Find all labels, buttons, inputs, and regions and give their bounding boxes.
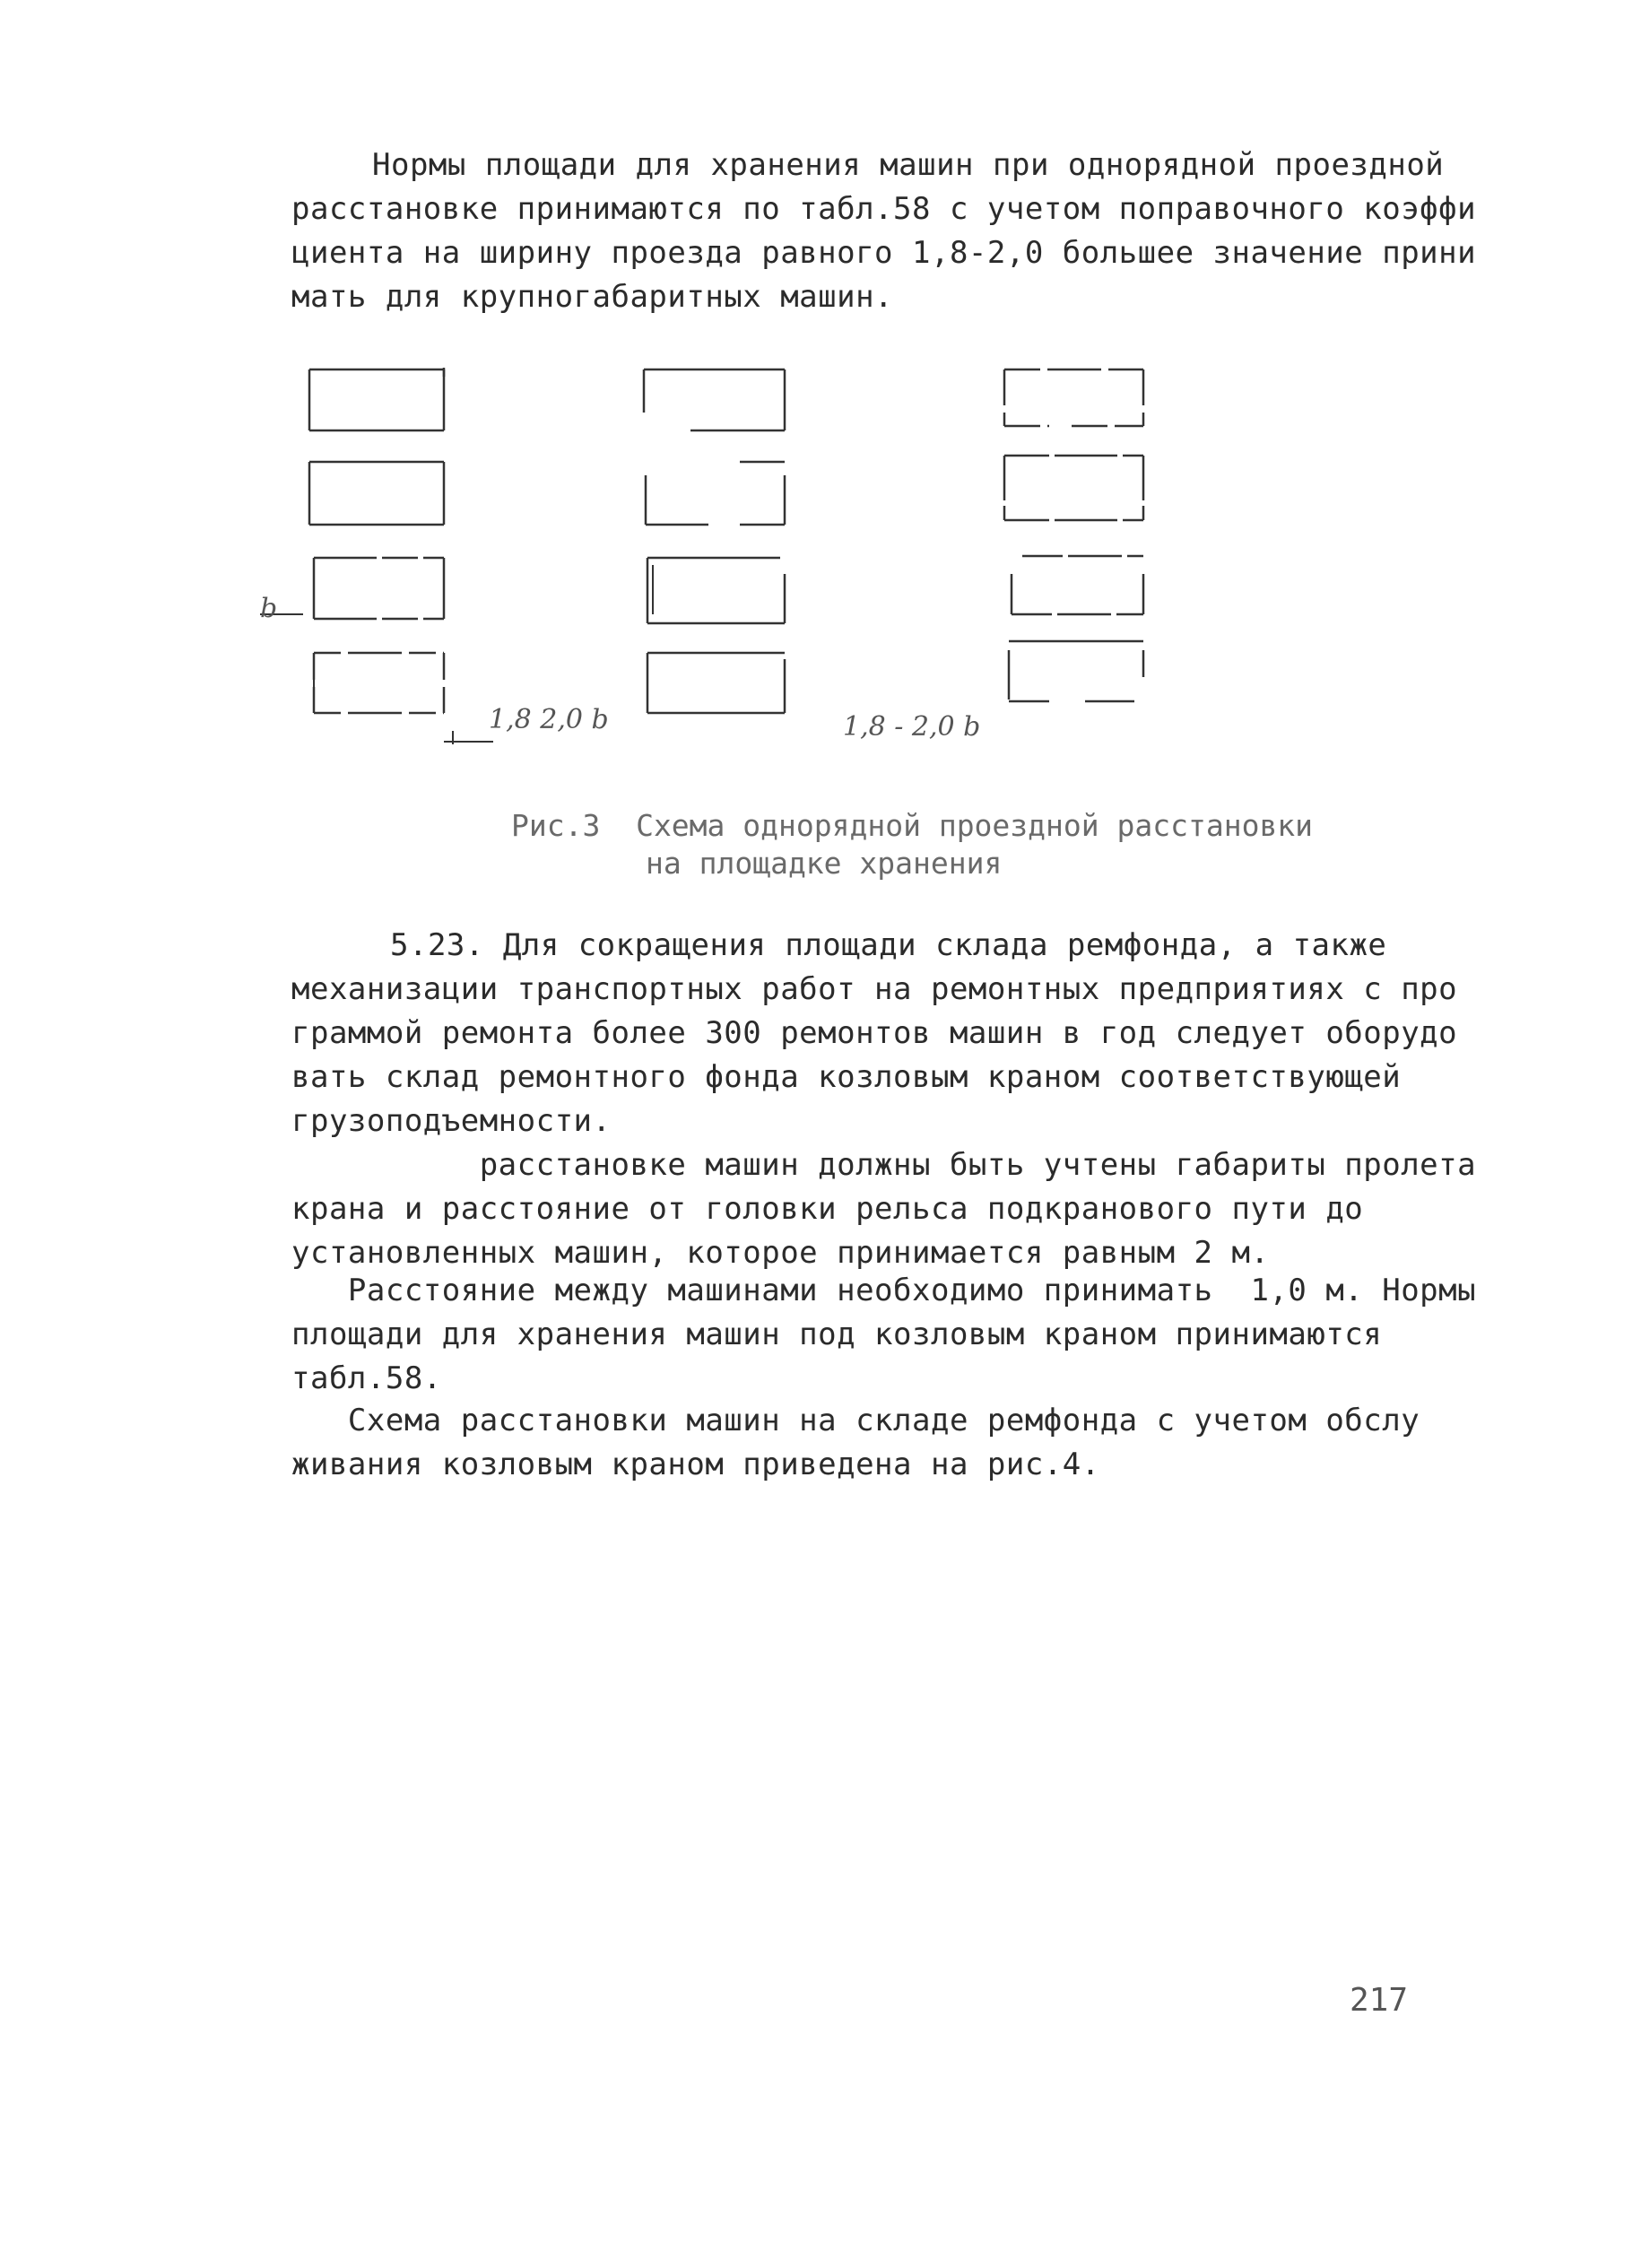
- crane-clearance-paragraph: [291, 1143, 1477, 1275]
- text-line: циента на ширину проезда равного 1,8-2,0 большее значение прини: [291, 235, 1477, 271]
- text-line: механизации транспортных работ на ремонтных предприятиях с про: [291, 971, 1458, 1007]
- scheme-reference-paragraph: [291, 1399, 1421, 1487]
- parking-scheme-figure: [260, 350, 1246, 780]
- car-slot-col2-4: [647, 653, 785, 713]
- car-slot-col2-1: [644, 369, 785, 430]
- text-line: табл.58.: [291, 1360, 442, 1396]
- car-slot-col1-2: [309, 462, 444, 525]
- car-slot-col3-1: [1004, 369, 1143, 426]
- text-line: мать для крупногабаритных машин.: [291, 279, 894, 315]
- figure-caption: [511, 807, 1313, 882]
- car-slot-col3-3: [1012, 556, 1143, 614]
- text-line: граммой ремонта более 300 ремонтов машин в год следует оборудо: [291, 1015, 1458, 1051]
- intro-paragraph: [291, 143, 1477, 319]
- section-5-23-paragraph: [291, 924, 1458, 1143]
- text-line: площади для хранения машин под козловым краном принимаются: [291, 1316, 1383, 1352]
- text-line: установленных машин, которое принимается равным 2 м.: [291, 1235, 1270, 1271]
- dimension-mark-b: b: [260, 593, 278, 624]
- text-line: расстановке принимаются по табл.58 с учетом поправочного коэффи: [291, 191, 1477, 227]
- text-line: 5.23. Для сокращения площади склада ремфонда, а также: [390, 927, 1387, 963]
- aisle-width-label-right: 1,8 - 2,0 b: [843, 711, 981, 743]
- spacing-paragraph: [291, 1269, 1477, 1401]
- text-line: вать склад ремонтного фонда козловым краном соответствующей: [291, 1059, 1402, 1095]
- car-slot-col1-1: [309, 368, 444, 430]
- text-line: Нормы площади для хранения машин при однорядной проездной: [372, 147, 1445, 183]
- car-slot-col2-2: [646, 462, 785, 525]
- text-line: крана и расстояние от головки рельса подкранового пути до: [291, 1191, 1364, 1227]
- text-line: живания козловым краном приведена на рис.4.: [291, 1447, 1100, 1482]
- text-line: расстановке машин должны быть учтены габариты пролета: [291, 1147, 1477, 1183]
- page-number: 217: [1350, 1982, 1409, 2019]
- text-line: грузоподъемности.: [291, 1103, 612, 1139]
- car-slot-col3-4: [1009, 641, 1143, 701]
- aisle-width-label-left: 1,8 2,0 b: [489, 704, 609, 735]
- caption-line: Рис.3 Схема однорядной проездной расстановки: [511, 808, 1314, 843]
- car-slot-col3-2: [1004, 456, 1143, 520]
- car-slot-col1-3: [260, 558, 444, 619]
- caption-line: на площадке хранения: [646, 846, 1003, 881]
- text-line: Схема расстановки машин на складе ремфонда с учетом обслу: [291, 1403, 1420, 1438]
- car-slot-col2-3: [647, 558, 785, 623]
- text-line: Расстояние между машинами необходимо принимать 1,0 м. Нормы: [291, 1273, 1477, 1308]
- car-slot-col1-4: [314, 653, 493, 744]
